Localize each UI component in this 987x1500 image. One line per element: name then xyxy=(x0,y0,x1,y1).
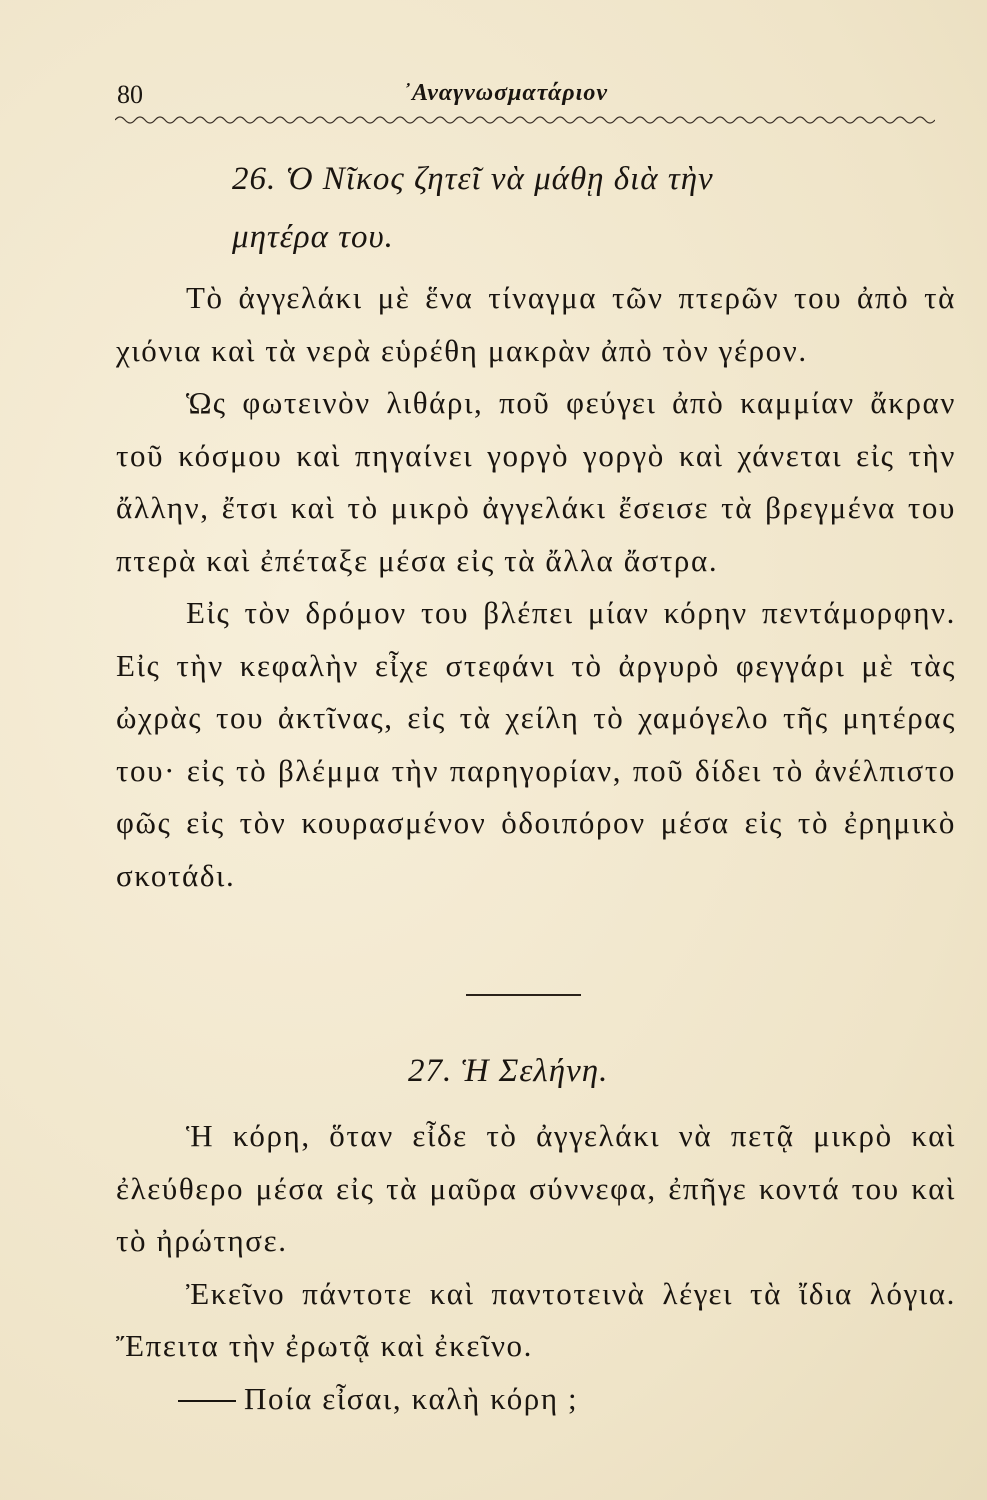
page-number: 80 xyxy=(117,80,143,109)
section-divider xyxy=(466,994,581,996)
dialogue-dash xyxy=(178,1400,236,1402)
paragraph: Εἰς τὸν δρόμον του βλέπει μίαν κόρην πεντάμορφην. Εἰς τὴν κεφαλὴν εἶχε στεφάνι τὸ ἀργυρὸ φεγγάρι μὲ τὰς ὠχρὰς του ἀκτῖνας, εἰς τὰ χείλη τὸ χαμόγελο τῆς μητέρας του· εἰς τὸ βλέμμα τὴν παρηγορίαν, ποῦ δίδει τὸ ἀνέλπιστο φῶς εἰς τὸν κουρασμένον ὁδοιπόρον μέσα εἰς τὸ ἐρημικὸ σκοτάδι. xyxy=(116,595,956,893)
section-26-title-line2: μητέρα του. xyxy=(232,219,394,255)
paragraph: Τὸ ἀγγελάκι μὲ ἕνα τίναγμα τῶν πτερῶν του ἀπὸ τὰ χιόνια καὶ τὰ νερὰ εὑρέθη μακρὰν ἀπὸ τὸν γέρον. xyxy=(116,280,956,368)
running-title: ᾿Αναγνωσματάριον xyxy=(403,80,608,106)
dialogue-text: Ποία εἶσαι, καλὴ κόρη ; xyxy=(244,1380,579,1416)
paragraph: Ἐκεῖνο πάντοτε καὶ παντοτεινὰ λέγει τὰ ἴδια λόγια. Ἔπειτα τὴν ἐρωτᾷ καὶ ἐκεῖνο. xyxy=(116,1275,956,1363)
section-27-title: 27. Ἡ Σελήνη. xyxy=(408,1053,609,1089)
paragraph: Ἡ κόρη, ὅταν εἶδε τὸ ἀγγελάκι νὰ πετᾷ μικρὸ καὶ ἐλεύθερο μέσα εἰς τὰ μαῦρα σύννεφα, ἐπῆγε κοντά του καὶ τὸ ἠρώτησε. xyxy=(116,1118,956,1258)
section-26-title-line1: 26. Ὁ Νῖκος ζητεῖ νὰ μάθῃ διὰ τὴν xyxy=(232,161,714,197)
header-wavy-rule xyxy=(115,112,935,126)
paragraph: Ὡς φωτεινὸν λιθάρι, ποῦ φεύγει ἀπὸ καμμίαν ἄκραν τοῦ κόσμου καὶ πηγαίνει γοργὸ γοργὸ καὶ χάνεται εἰς τὴν ἄλλην, ἔτσι καὶ τὸ μικρὸ ἀγγελάκι ἔσεισε τὰ βρεγμένα του πτερὰ καὶ ἐπέταξε μέσα εἰς τὰ ἄλλα ἄστρα. xyxy=(116,385,956,578)
dialogue-line xyxy=(116,1373,956,1426)
section-26-title xyxy=(232,150,872,266)
section-26-body xyxy=(116,272,956,902)
section-27-body xyxy=(116,1110,956,1425)
